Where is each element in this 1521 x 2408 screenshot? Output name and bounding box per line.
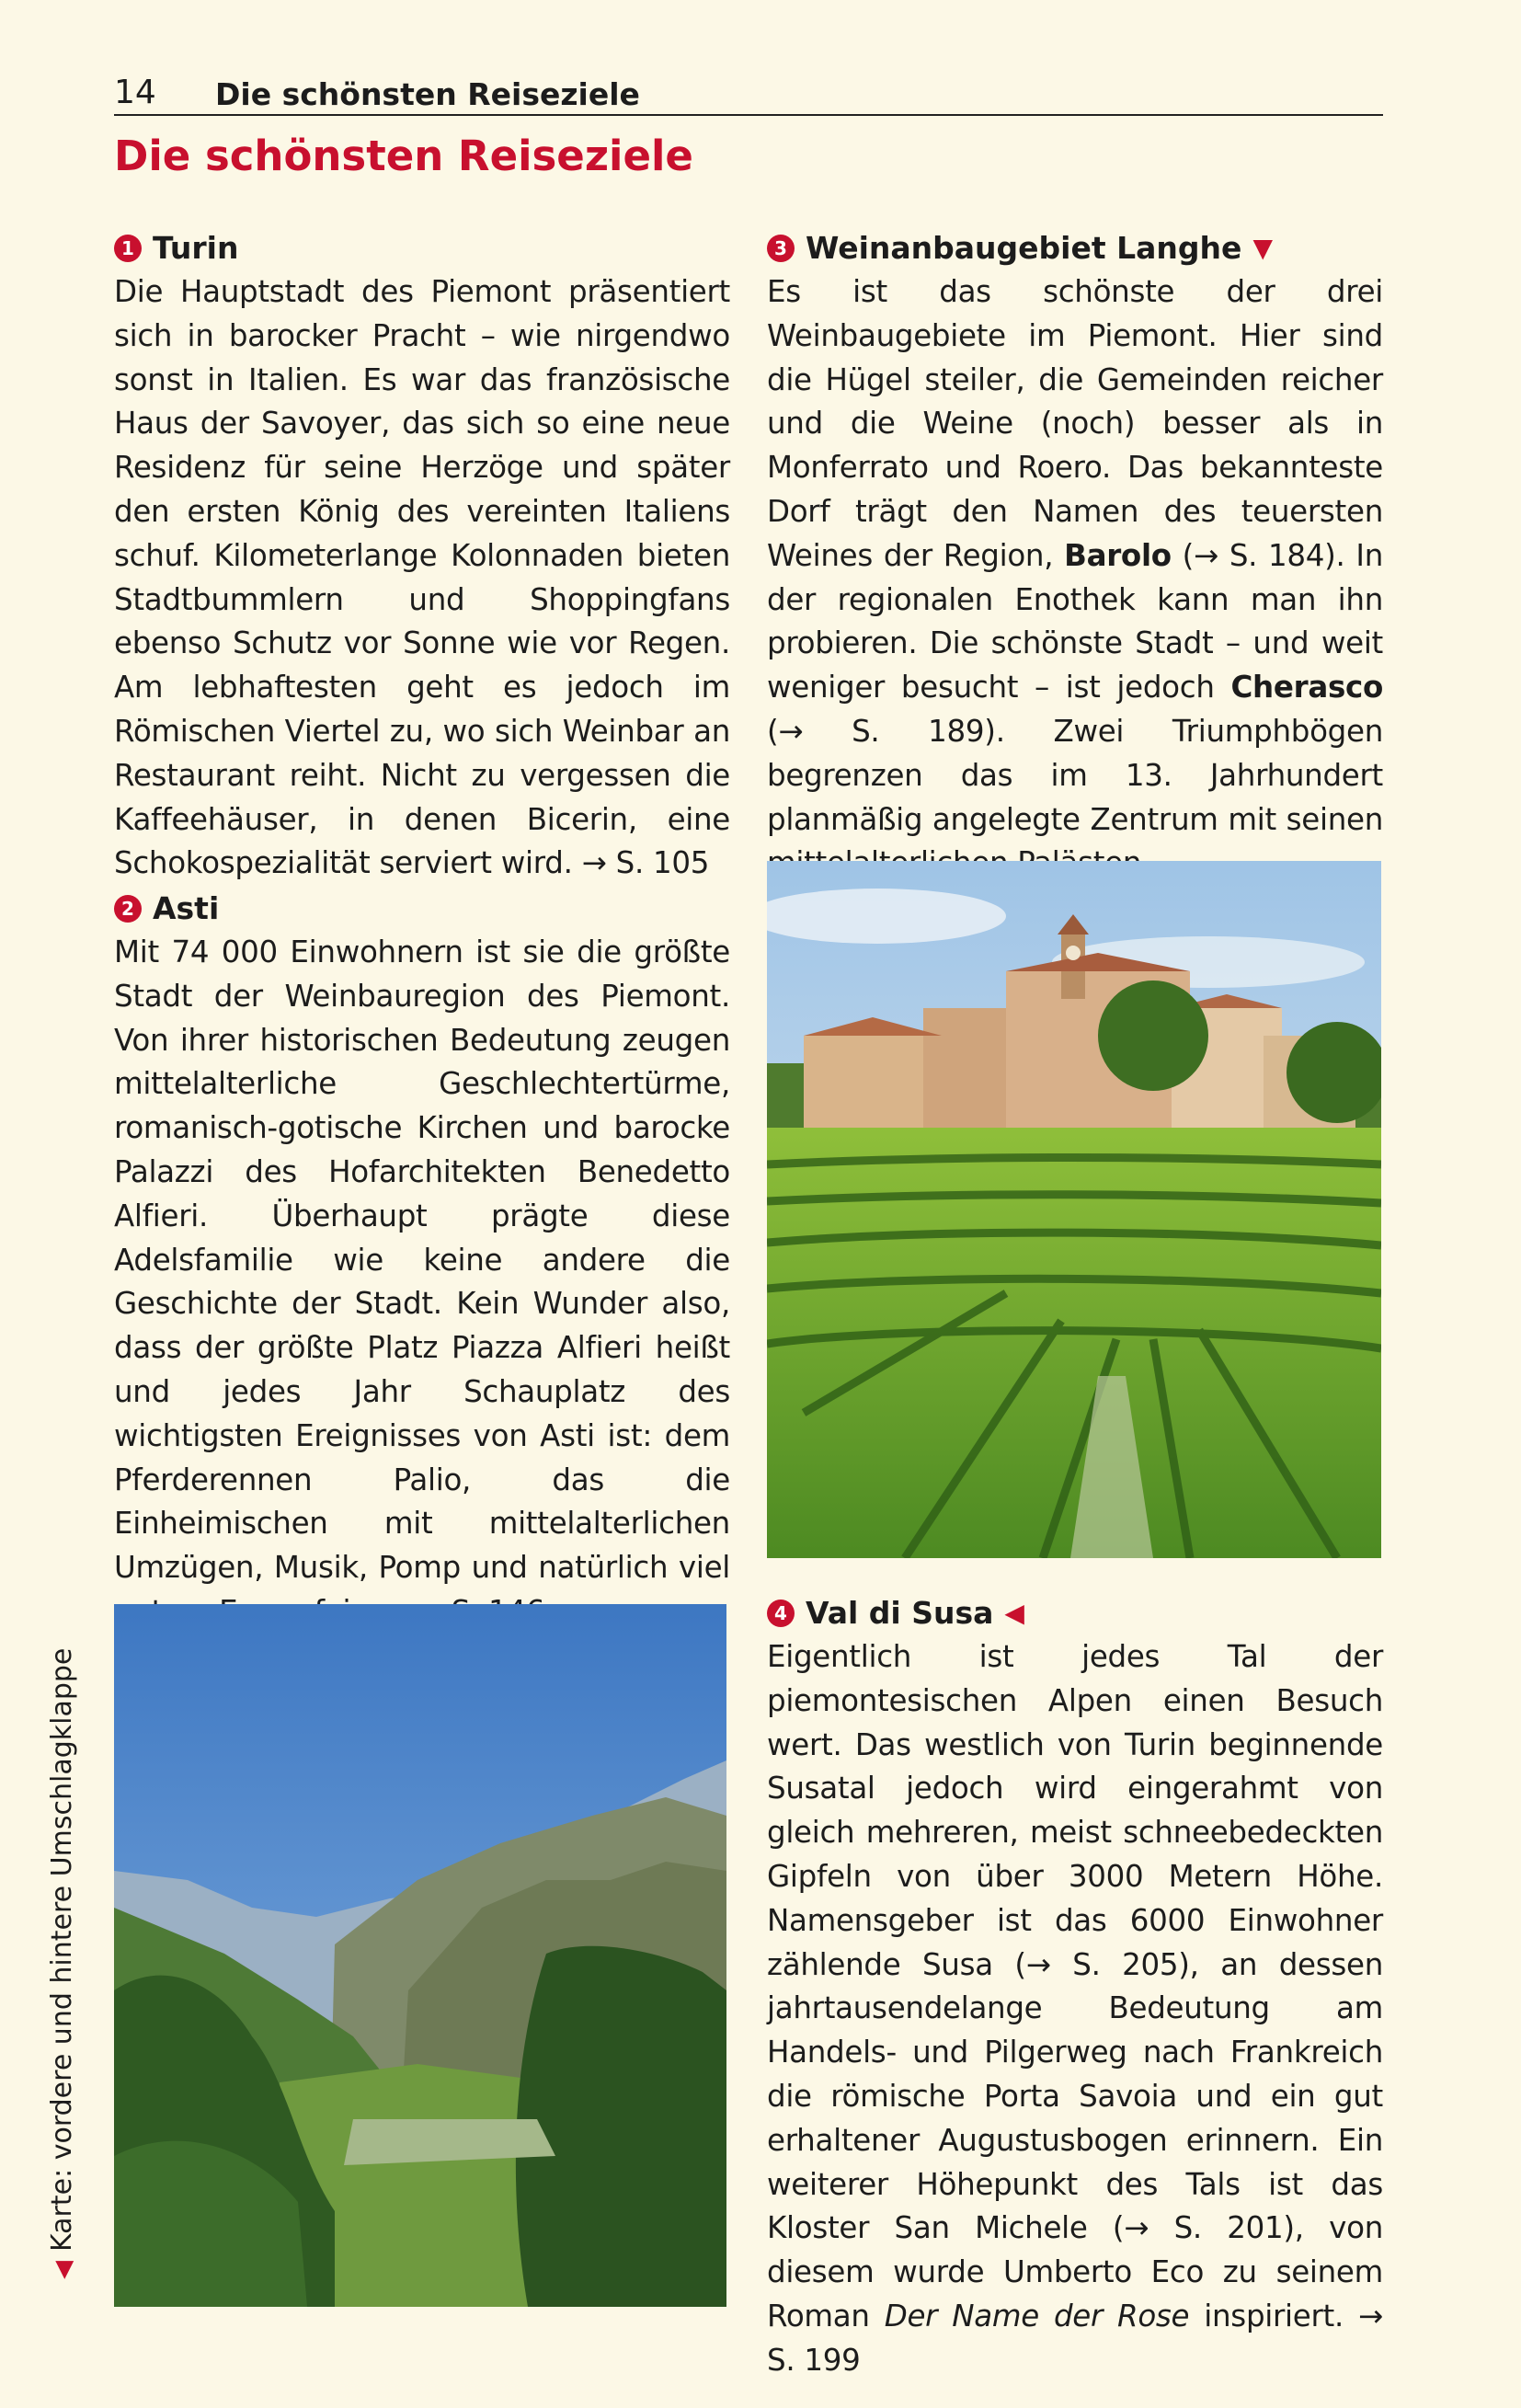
running-title: Die schönsten Reiseziele <box>215 76 640 112</box>
triangle-left-icon: ◀ <box>50 2261 77 2279</box>
page-number: 14 <box>114 74 156 111</box>
map-reference-text: Karte: vordere und hintere Umschlagklappe <box>46 1647 78 2252</box>
photo-langhe <box>767 861 1381 1558</box>
entry-title: Asti <box>153 890 220 926</box>
entry-title: Weinanbaugebiet Langhe <box>806 230 1242 266</box>
map-reference-label <box>35 1617 90 2279</box>
number-badge: 1 <box>114 235 142 262</box>
entry-val-di-susa <box>767 1591 1383 2383</box>
entry-text <box>767 270 1383 886</box>
place-barolo: Barolo <box>1064 537 1172 573</box>
entry-heading <box>767 1591 1383 1635</box>
number-badge: 2 <box>114 895 142 923</box>
entry-turin <box>114 226 730 886</box>
running-head <box>114 72 1383 116</box>
page-title: Die schönsten Reiseziele <box>114 132 693 180</box>
place-cherasco: Cherasco <box>1230 670 1383 705</box>
entry-title: Turin <box>153 230 239 266</box>
entry-text: Die Hauptstadt des Piemont präsentiert sich in barocker Pracht – wie nirgendwo sonst in Italien. Es war das französische Haus der Savoyer, das sich so eine neue Residenz für seine Herzöge und später den ersten König des vereinten Italiens schuf. Kilometerlange Kolonnaden bieten Stadtbummlern und Shoppingfans ebenso Schutz vor Sonne wie vor Regen. Am lebhaftesten geht es jedoch im Römischen Viertel zu, wo sich Weinbar an Restaurant reiht. Nicht zu vergessen die Kaffeehäuser, in denen Bicerin, eine Schokospezialität serviert wird. → S. 105 <box>114 274 730 881</box>
entry-text <box>767 1635 1383 2383</box>
text-run: Es ist das schönste der drei Weinbaugebiete im Piemont. Hier sind die Hügel steiler, die Gemeinden reicher und die Weine (noch) besser als in Monferrato und Roero. Das bekannteste Dorf trägt den Namen des teuersten Weines der Region, <box>767 274 1383 573</box>
text-run: (→ S. 189). Zwei Triumphbögen begrenzen das im 13. Jahrhundert planmäßig angelegte Zentrum mit seinen <box>767 713 1383 837</box>
triangle-left-icon: ◀ <box>1004 1598 1024 1628</box>
entry-heading <box>114 226 730 270</box>
entry-langhe <box>767 226 1383 886</box>
entry-heading <box>767 226 1383 270</box>
book-title: Der Name der Rose <box>884 2298 1190 2333</box>
entry-asti <box>114 887 730 1634</box>
text-run: (→ S. 184). In der regionalen Enothek kann man ihn probieren. Die schönste Stadt – und weit weniger besucht – ist jedoch <box>767 537 1383 705</box>
number-badge: 3 <box>767 235 795 262</box>
mountain-valley-illustration <box>114 1604 726 2307</box>
triangle-down-icon: ▼ <box>1252 233 1273 263</box>
text-run: inspiriert. → S. 199 <box>767 2298 1383 2378</box>
entry-text: Mit 74 000 Einwohnern ist sie die größte Stadt der Weinbauregion des Piemont. Von ihrer historischen Bedeutung zeugen mittelalterliche Geschlechtertürme, romanisch-gotische Kirchen und barocke Palazzi des Hofarchitekten Benedetto Alfieri. Überhaupt prägte diese Adelsfamilie wie keine andere die Geschichte der Stadt. Kein Wunder also, dass der größte Platz Piazza Alfieri heißt und jedes Jahr Schauplatz des wichtigsten Ereignisses von Asti ist: dem Pferderennen Palio, das die Einheimischen mit mittelalterlichen Umzügen, Musik, Pomp und natürlich viel <box>114 935 730 1586</box>
vineyard-village-illustration <box>767 861 1381 1558</box>
entry-title: Val di Susa <box>806 1595 994 1631</box>
entry-heading <box>114 887 730 931</box>
text-run: Eigentlich ist jedes Tal der piemontesischen Alpen einen Besuch wert. Das westlich von Turin beginnende Susatal jedoch wird eingerahmt von gleich mehreren, meist schneebedeckten Gipfeln von über 3000 Metern Höhe. Namensgeber ist das 6000 Einwohner zählende Susa (→ S. 205), an dessen jahrtausendelange Bedeutung am Handels- und Pilgerweg nach Frankreich die römische Porta Savoia und ein gut erhaltener Augustusbogen erinnern. Ein weiterer Höhepunkt des Tals ist das Kloster San Michele (→ S. 201), von diesem wurde Umberto Eco zu seinem Roman <box>767 1639 1383 2333</box>
number-badge: 4 <box>767 1600 795 1627</box>
photo-val-di-susa <box>114 1604 726 2307</box>
